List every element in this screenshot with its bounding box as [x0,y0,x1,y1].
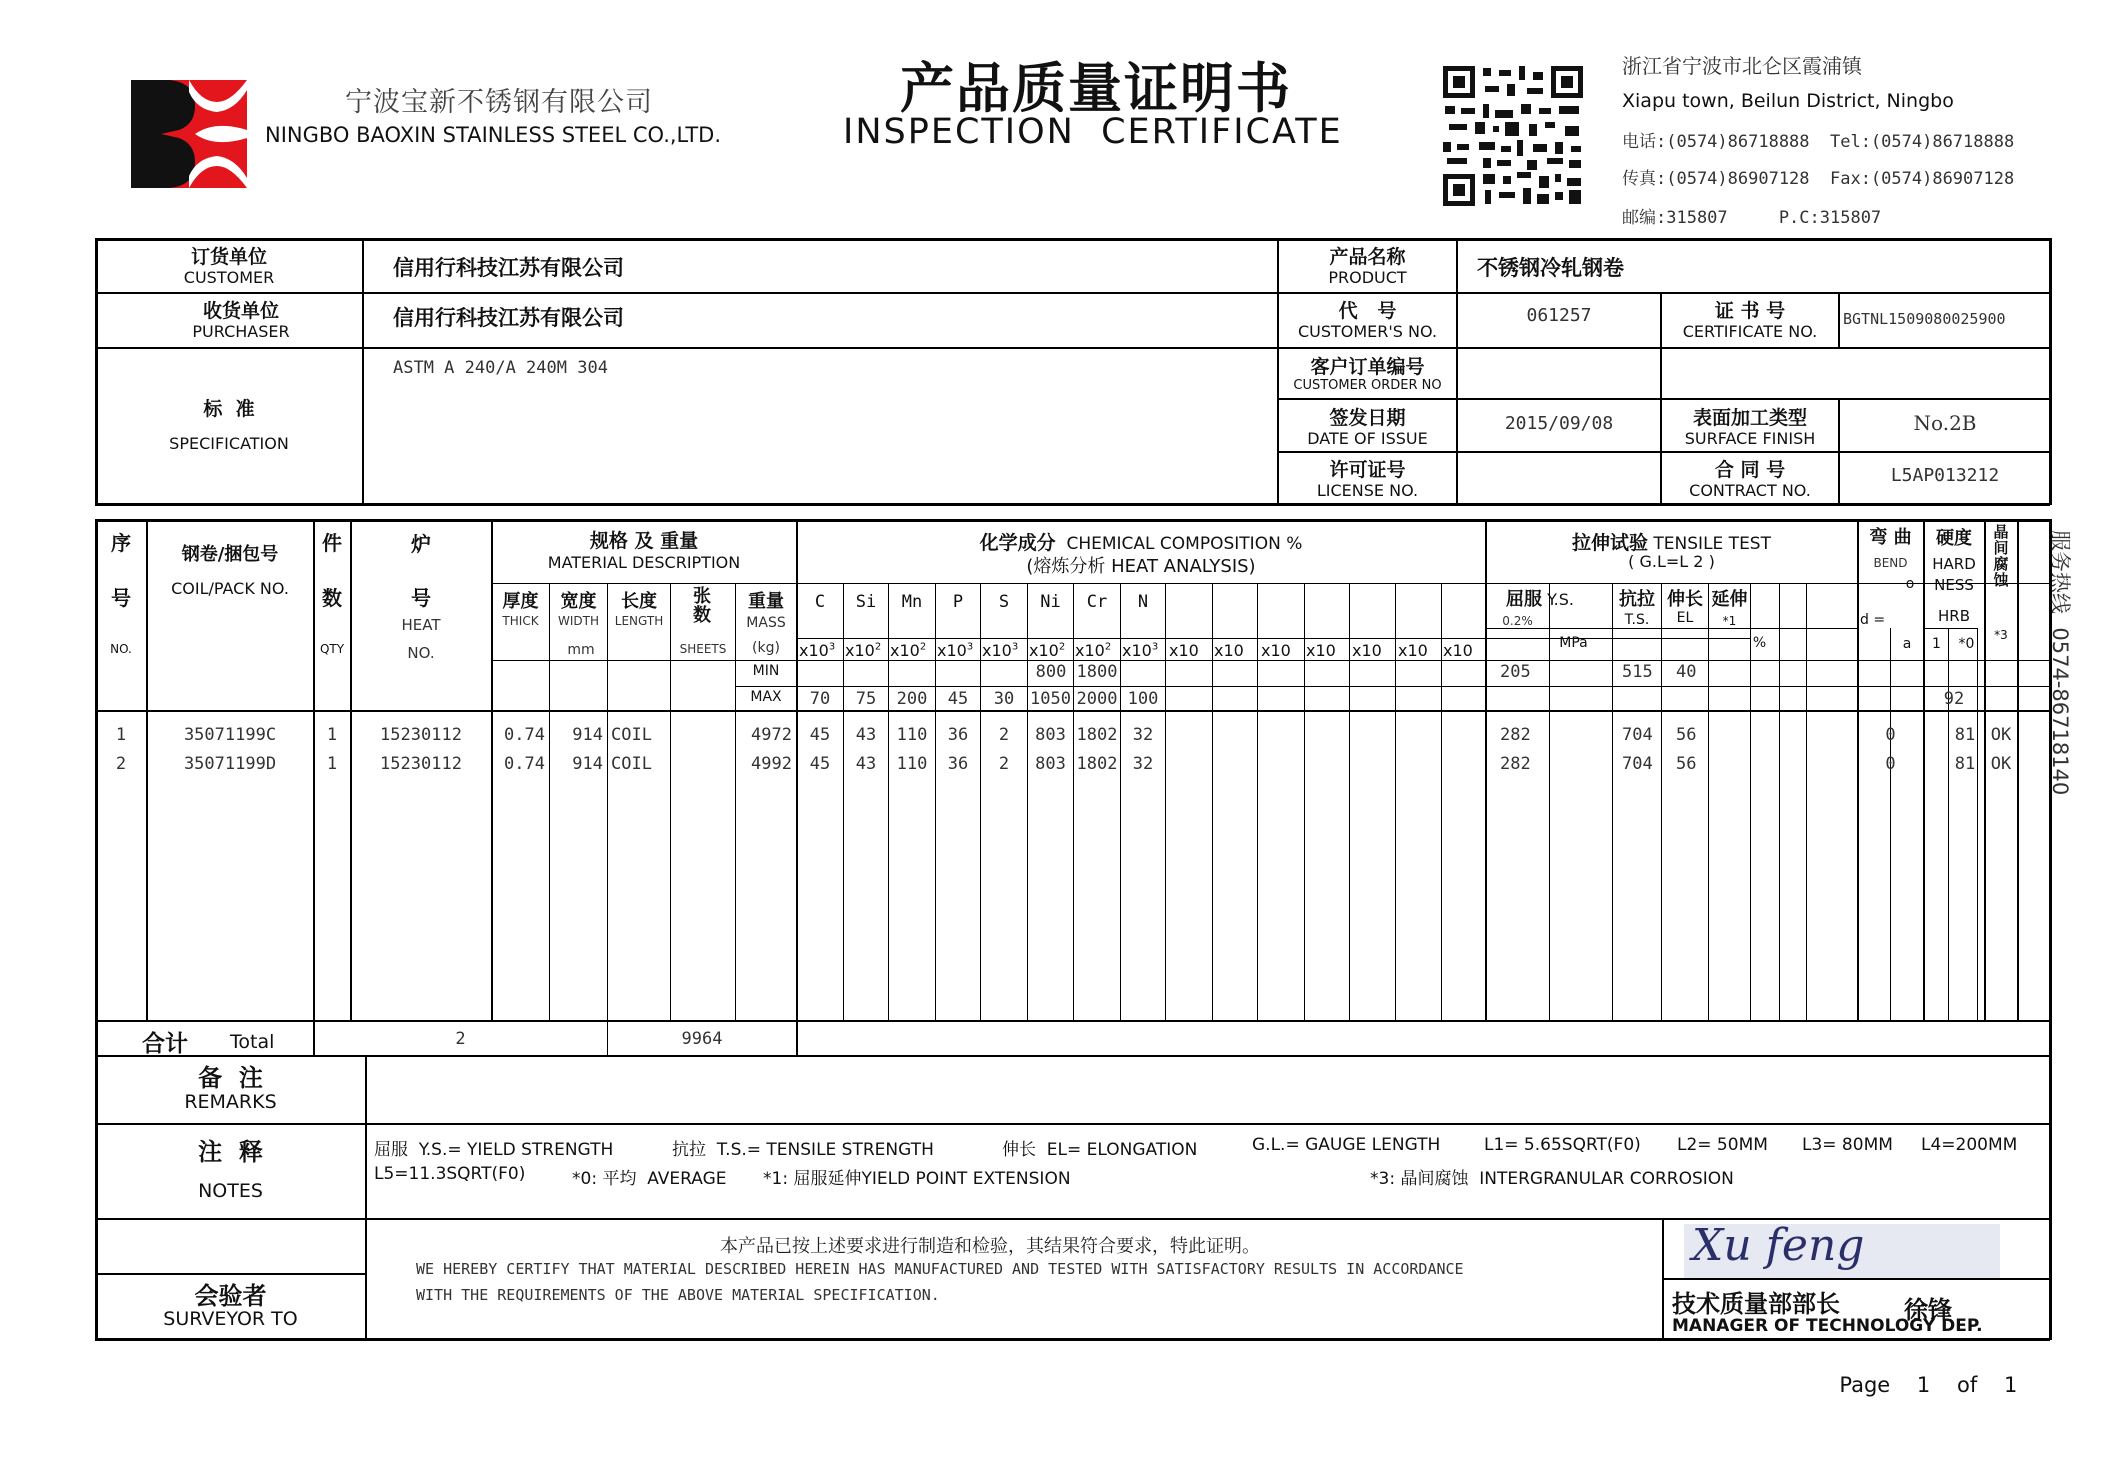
order-label-en: CUSTOMER ORDER NO [1293,378,1442,393]
row-ni: 803 [1035,754,1066,774]
col-heat-analysis: (熔炼分析 HEAT ANALYSIS) [1026,556,1256,577]
col-mass-cn: 重量 [748,591,784,612]
col-mass-en: MASS [746,615,786,631]
max-hrb: 92 [1943,689,1965,709]
min-ys: 205 [1500,662,1531,682]
col-ig-en: *3 [1994,628,2008,642]
surveyor-en: SURVEYOR TO [163,1308,298,1330]
max-label: MAX [750,689,782,705]
spec-label-cn: 标 准 [203,398,255,420]
certify-cn: 本产品已按上述要求进行制造和检验，其结果符合要求，特此证明。 [720,1236,1260,1257]
min-label: MIN [752,663,780,679]
mult-s [982,641,1018,660]
note-ts: 抗拉 T.S.= TENSILE STRENGTH [672,1140,934,1160]
col-heat-en: HEAT [401,616,441,634]
address-en: Xiapu town, Beilun District, Ningbo [1622,90,1954,112]
note-gl: G.L.= GAUGE LENGTH [1252,1135,1441,1155]
row-mn: 110 [896,725,928,745]
mult-mn [890,641,926,660]
note-l1: L1= 5.65SQRT(F0) [1484,1135,1641,1155]
mult-ni-exp: 2 [1058,641,1066,653]
min-cr: 1800 [1076,662,1118,682]
manager-title-en: MANAGER OF TECHNOLOGY DEP. [1672,1316,1983,1336]
col-coil-en: COIL/PACK NO. [171,579,289,598]
custno-label-cn: 代 号 [1338,300,1397,322]
col-tensile-en: TENSILE TEST [1653,534,1771,554]
col-length-cn: 长度 [621,591,657,612]
min-el: 40 [1676,662,1697,682]
col-chem-en: CHEMICAL COMPOSITION % [1066,534,1303,554]
row-length: COIL [611,754,652,774]
note-ys: 屈服 Y.S.= YIELD STRENGTH [374,1140,614,1160]
date-label-en: DATE OF ISSUE [1307,429,1428,448]
mult-15: x10 [1443,641,1473,660]
max-c: 70 [809,689,831,709]
signature-image [1684,1218,2004,1280]
finish-value: No.2B [1913,411,1977,435]
row-s: 2 [998,754,1010,774]
row-mass: 4972 [751,725,792,745]
mult-c-exp: 3 [828,641,836,653]
col-bend-cn: 弯 曲 [1869,527,1912,548]
row-bend: 0 [1885,754,1896,774]
notes-cn: 注 释 [198,1138,263,1166]
element-s: S [998,592,1010,612]
min-ts: 515 [1622,662,1653,682]
row-qty: 1 [326,754,338,774]
col-el-cn: 伸长 [1667,589,1703,610]
side-hotline-number: 0574-86718140 [2048,627,2072,796]
row-cr: 1802 [1076,725,1118,745]
col-width-cn: 宽度 [560,591,597,612]
mult-c [799,641,835,660]
mult-mn-base: x10 [890,641,920,660]
customer-value: 信用行科技江苏有限公司 [393,256,624,280]
address-cn: 浙江省宁波市北仑区霞浦镇 [1622,54,1862,78]
spec-value: ASTM A 240/A 240M 304 [393,358,608,378]
mult-10: x10 [1214,641,1244,660]
company-logo [131,80,247,188]
col-thick-en: THICK [502,614,539,628]
col-gauge: ( G.L=L 2 ) [1628,552,1715,571]
mult-cr-exp: 2 [1104,641,1112,653]
row-cr: 1802 [1076,754,1118,774]
col-ys-cn: 屈服 [1506,589,1542,610]
date-value: 2015/09/08 [1504,413,1614,434]
total-qty: 2 [455,1029,466,1049]
phone: 电话:(0574)86718888 Tel:(0574)86718888 [1622,132,2015,152]
certify-en-1: WE HEREBY CERTIFY THAT MATERIAL DESCRIBED HEREIN HAS MANUFACTURED AND TESTED WITH SATISFACTORY RESULTS IN ACCORDANCE [416,1260,1464,1278]
row-mass: 4992 [751,754,792,774]
row-heat: 15230112 [380,754,462,774]
custno-label-en: CUSTOMER'S NO. [1297,322,1438,341]
customer-label-cn: 订货单位 [190,246,267,268]
total-label-en: Total [230,1031,275,1053]
order-label-cn: 客户订单编号 [1310,356,1425,378]
mult-s-base: x10 [982,641,1012,660]
row-thick: 0.74 [504,754,545,774]
postcode: 邮编:315807 P.C:315807 [1622,208,1882,228]
row-p: 36 [947,725,969,745]
element-p: P [952,592,964,612]
mult-si [845,641,881,660]
mult-si-exp: 2 [874,641,882,653]
surveyor-cn: 会验者 [194,1282,267,1310]
col-ys-en: Y.S. [1547,590,1574,609]
row-ts: 704 [1622,754,1653,774]
row-coil: 35071199D [183,754,277,774]
license-label-cn: 许可证号 [1329,459,1406,481]
finish-label-cn: 表面加工类型 [1692,407,1807,429]
row-length: COIL [611,725,652,745]
col-pct: % [1752,635,1767,651]
mult-n-exp: 3 [1151,641,1159,653]
page-of: of [1956,1373,1978,1397]
row-bend: 0 [1885,725,1896,745]
col-width-en: WIDTH [558,614,599,628]
col-tensile-head [1486,528,1857,555]
page-indicator [1826,1349,2017,1397]
mult-ni-base: x10 [1029,641,1059,660]
mult-9: x10 [1169,641,1199,660]
note-l2: L2= 50MM [1677,1135,1768,1155]
custno-value: 061257 [1526,305,1592,326]
note-el: 伸长 EL= ELONGATION [1002,1140,1198,1160]
mult-14: x10 [1398,641,1428,660]
col-mat-cn: 规格 及 重量 [589,530,699,552]
note-l3: L3= 80MM [1802,1135,1893,1155]
col-ts-en: T.S. [1624,612,1650,628]
col-mm: mm [567,642,595,658]
col-no-en: NO. [110,642,132,656]
contract-value: L5AP013212 [1890,465,2000,486]
col-no-cn2: 号 [111,586,131,610]
col-bend-en: BEND [1873,556,1908,570]
page-total: 1 [2003,1373,2018,1397]
mult-c-base: x10 [799,641,829,660]
element-si: Si [855,592,877,612]
col-qty-cn2: 数 [322,586,342,610]
product-value: 不锈钢冷轧钢卷 [1477,256,1624,280]
element-n: N [1137,592,1149,612]
row-s: 2 [998,725,1010,745]
row-hard: 81 [1954,754,1976,774]
product-label-en: PRODUCT [1328,268,1407,287]
page-current: 1 [1916,1373,1931,1397]
side-hotline-label: 服务热线 [2048,530,2072,614]
element-ni: Ni [1040,592,1061,612]
row-si: 43 [855,754,877,774]
row-ts: 704 [1622,725,1653,745]
col-chem-head [797,528,1485,555]
row-si: 43 [855,725,877,745]
col-qty-cn1: 件 [322,531,342,555]
product-label-cn: 产品名称 [1329,246,1406,268]
qr-code [1443,66,1583,206]
element-mn: Mn [901,592,923,612]
col-hard-zero: *0 [1958,636,1975,652]
col-qty-en: QTY [319,642,345,656]
mult-ni [1029,641,1065,660]
row-n: 32 [1132,725,1154,745]
max-si: 75 [855,689,877,709]
col-hard-en1: HARD [1932,555,1976,573]
row-el: 56 [1676,754,1697,774]
col-no-cn1: 序 [111,531,131,555]
row-ys: 282 [1500,725,1531,745]
row-no: 2 [115,754,127,774]
contract-label-en: CONTRACT NO. [1689,481,1811,500]
col-hard-cn: 硬度 [1936,528,1972,549]
note-l4: L4=200MM [1921,1135,2018,1155]
row-ys: 282 [1500,754,1531,774]
row-thick: 0.74 [504,725,545,745]
mult-cr-base: x10 [1075,641,1105,660]
note-ig: *3: 晶间腐蚀 INTERGRANULAR CORROSION [1370,1169,1734,1189]
row-el: 56 [1676,725,1697,745]
row-mn: 110 [896,754,928,774]
col-hrb: HRB [1938,607,1970,625]
customer-label-en: CUSTOMER [183,268,275,287]
max-mn: 200 [896,689,928,709]
mult-cr [1075,641,1111,660]
col-heat-cn1: 炉 [411,532,431,556]
col-pct02: 0.2% [1502,614,1533,628]
remarks-cn: 备 注 [198,1064,263,1092]
max-cr: 2000 [1076,689,1118,709]
row-c: 45 [809,754,831,774]
row-coil: 35071199C [183,725,277,745]
purchaser-label-en: PURCHASER [192,322,290,341]
col-mass-unit: (kg) [752,640,780,656]
col-el-en: EL [1676,610,1694,626]
page-label: Page [1839,1373,1891,1397]
col-length-en: LENGTH [614,614,664,628]
col-heat-en2: NO. [407,644,435,662]
mult-p-exp: 3 [966,641,974,653]
col-hard-one: 1 [1932,636,1941,652]
date-label-cn: 签发日期 [1329,407,1406,429]
row-c: 45 [809,725,831,745]
total-label-cn: 合计 [142,1031,188,1057]
row-no: 1 [115,725,127,745]
mult-s-exp: 3 [1011,641,1019,653]
certno-label-en: CERTIFICATE NO. [1682,322,1818,341]
row-ni: 803 [1035,725,1066,745]
col-ext-cn: 延伸 [1711,589,1748,610]
purchaser-label-cn: 收货单位 [202,300,279,322]
col-ys [1506,585,1574,611]
col-bend-d: d = [1860,612,1886,628]
manager-title-cn: 技术质量部部长 [1672,1290,1840,1318]
mult-p-base: x10 [937,641,967,660]
fax: 传真:(0574)86907128 Fax:(0574)86907128 [1622,169,2015,189]
row-heat: 15230112 [380,725,462,745]
mult-13: x10 [1352,641,1382,660]
company-name-en: NINGBO BAOXIN STAINLESS STEEL CO.,LTD. [265,123,722,147]
row-width: 914 [572,725,603,745]
mult-n-base: x10 [1122,641,1152,660]
license-label-en: LICENSE NO. [1316,481,1419,500]
mult-p [937,641,973,660]
col-tensile-cn: 拉伸试验 [1572,532,1649,554]
row-n: 32 [1132,754,1154,774]
element-cr: Cr [1086,592,1108,612]
title-cn: 产品质量证明书 [900,56,1292,120]
col-mat-en: MATERIAL DESCRIPTION [547,553,741,572]
min-ni: 800 [1035,662,1067,682]
mult-n [1122,641,1158,660]
remarks-en: REMARKS [184,1091,277,1113]
col-ts-cn: 抗拉 [1619,589,1655,610]
col-ig-cn: 晶间腐蚀 [1993,523,2009,589]
row-ig: OK [1990,754,2012,774]
col-hard-en2: NESS [1934,576,1974,594]
total-mass: 9964 [681,1029,723,1049]
col-sheets-en: SHEETS [679,642,727,656]
col-mpa: MPa [1559,635,1588,651]
max-s: 30 [993,689,1015,709]
row-ig: OK [1990,725,2012,745]
col-bend-o: o [1905,576,1915,592]
mult-12: x10 [1306,641,1336,660]
row-p: 36 [947,754,969,774]
spec-label-en: SPECIFICATION [169,434,289,453]
mult-si-base: x10 [845,641,875,660]
mult-mn-exp: 2 [919,641,927,653]
note-ype: *1: 屈服延伸YIELD POINT EXTENSION [763,1169,1071,1189]
col-bend-a: a [1902,636,1912,652]
mult-11: x10 [1261,641,1291,660]
row-width: 914 [572,754,603,774]
notes-en: NOTES [198,1180,263,1202]
note-avg: *0: 平均 AVERAGE [572,1169,727,1189]
max-p: 45 [947,689,969,709]
col-ext-en: *1 [1722,614,1737,628]
col-chem-cn: 化学成分 [979,532,1056,554]
certno-label-cn: 证 书 号 [1714,300,1786,322]
certify-en-2: WITH THE REQUIREMENTS OF THE ABOVE MATERIAL SPECIFICATION. [416,1286,940,1304]
title-en: INSPECTION CERTIFICATE [843,112,1343,152]
manager-name: 徐锋 [1904,1296,1952,1324]
max-n: 100 [1127,689,1159,709]
row-hard: 81 [1954,725,1976,745]
certno-value: BGTNL1509080025900 [1843,310,2006,328]
col-coil-cn: 钢卷/捆包号 [181,544,279,565]
row-qty: 1 [326,725,338,745]
signature-text: Xu feng [1692,1220,1865,1271]
purchaser-value: 信用行科技江苏有限公司 [393,306,624,330]
col-thick-cn: 厚度 [502,591,539,612]
note-l5: L5=11.3SQRT(F0) [374,1164,526,1184]
max-ni: 1050 [1030,689,1071,709]
col-sheets-cn: 张数 [693,586,711,626]
company-name-cn: 宁波宝新不锈钢有限公司 [345,87,653,118]
element-c: C [814,592,826,612]
finish-label-en: SURFACE FINISH [1684,429,1816,448]
contract-label-cn: 合 同 号 [1714,459,1786,481]
col-heat-cn2: 号 [411,586,431,610]
